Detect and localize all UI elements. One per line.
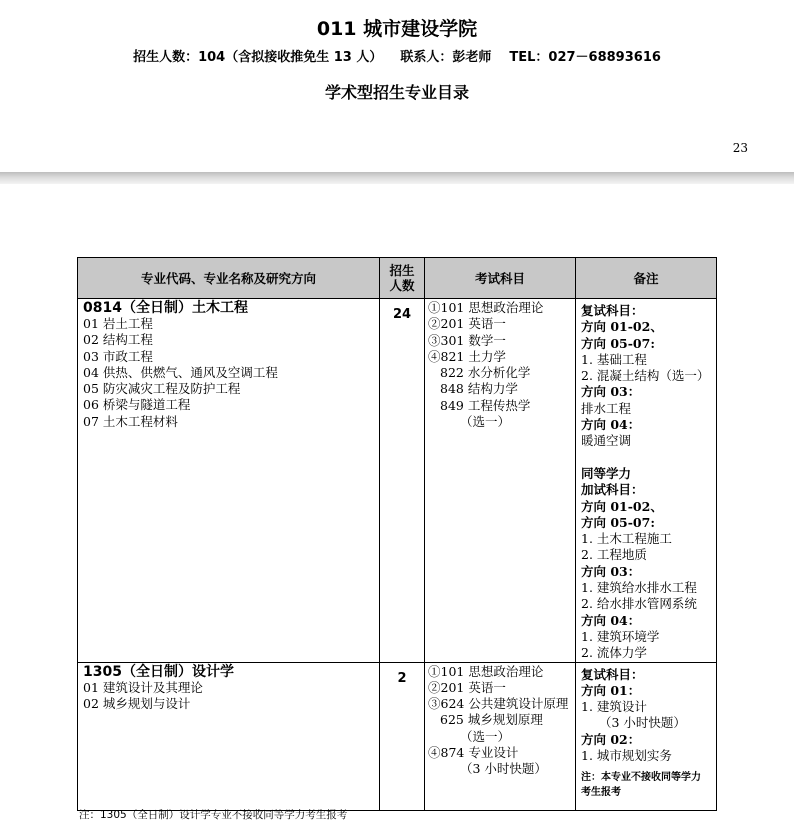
table-row: [78, 662, 717, 810]
exam-item: ③301 数学一: [428, 332, 506, 348]
direction-item: 02 城乡规划与设计: [83, 695, 191, 711]
footnote: 注：1305（全日制）设计学专业不接收同等学力考生报考: [79, 809, 348, 821]
header-exams: 考试科目: [425, 258, 576, 299]
direction-item: 03 市政工程: [83, 348, 153, 364]
note-item: 1. 建筑给水排水工程: [581, 580, 697, 596]
enrollment-count: 24: [380, 299, 425, 663]
header-notes: 备注: [576, 258, 717, 299]
notes-cell: [576, 662, 717, 810]
exam-item: 625 城乡规划原理: [440, 712, 543, 728]
catalog-subtitle: 学术型招生专业目录: [324, 83, 469, 102]
note-item: 1. 土木工程施工: [581, 531, 672, 547]
exam-item: 848 结构力学: [440, 381, 518, 397]
program-name: 1305（全日制）设计学: [83, 663, 234, 680]
program-cell: [78, 299, 380, 663]
note-item: 方向 03：: [581, 563, 641, 579]
tel-info: TEL：027－68893616: [509, 50, 661, 65]
note-item: 方向 01-02、: [581, 498, 663, 514]
note-item: 方向 01：: [581, 682, 641, 698]
exam-item: （选一）: [460, 728, 511, 744]
note-item: 排水工程: [581, 400, 632, 416]
page-header-area: [0, 0, 794, 176]
notes-cell: [576, 299, 717, 663]
note-item: 同等学力: [581, 465, 632, 481]
exam-item: ②201 英语一: [428, 316, 506, 332]
note-small: 注：本专业不接收同等学力: [581, 772, 701, 784]
note-item: 加试科目：: [581, 482, 644, 498]
note-item: 2. 工程地质: [581, 547, 647, 563]
exam-cell: [425, 662, 576, 810]
enrollment-info: 招生人数：104（含拟接收推免生 13 人）: [133, 50, 383, 65]
direction-item: 01 建筑设计及其理论: [83, 679, 203, 695]
exam-item: ②201 英语一: [428, 679, 506, 695]
note-small: 考生报考: [581, 787, 621, 799]
table-row: [78, 299, 717, 663]
exam-item: 822 水分析化学: [440, 365, 531, 381]
note-item: 1. 城市规划实务: [581, 748, 672, 764]
exam-item: ④874 专业设计: [428, 745, 519, 761]
table-header-row: [78, 258, 717, 299]
direction-item: 01 岩土工程: [83, 316, 153, 331]
exam-item: 849 工程传热学: [440, 397, 531, 413]
note-item: 方向 04：: [581, 612, 641, 628]
note-item: 2. 混凝土结构（选一）: [581, 368, 710, 384]
note-item: 方向 02：: [581, 731, 641, 747]
note-item: 2. 流体力学: [581, 645, 647, 661]
exam-item: （3 小时快题）: [460, 761, 547, 777]
header-count: 招生 人数: [380, 258, 425, 299]
college-title: 011 城市建设学院: [316, 18, 478, 40]
exam-item: ④821 土力学: [428, 348, 506, 364]
direction-item: 05 防灾减灾工程及防护工程: [83, 381, 241, 397]
note-spacer: [581, 450, 716, 466]
contact-info: 联系人：彭老师: [400, 50, 492, 65]
page-number: 23: [732, 141, 748, 155]
exam-item: ③624 公共建筑设计原理: [428, 696, 569, 712]
note-item: 1. 基础工程: [581, 351, 647, 367]
exam-item: ①101 思想政治理论: [428, 300, 544, 315]
page-break-divider: [0, 172, 794, 184]
note-item: 方向 05-07:: [581, 335, 655, 351]
note-item: 复试科目：: [581, 303, 644, 318]
program-catalog-table: [77, 257, 717, 811]
header-program: 专业代码、专业名称及研究方向: [78, 258, 380, 299]
note-item: 暖通空调: [581, 433, 632, 449]
direction-item: 07 土木工程材料: [83, 413, 178, 429]
direction-item: 02 结构工程: [83, 332, 153, 348]
exam-item: （选一）: [460, 414, 511, 430]
note-item: 1. 建筑设计: [581, 699, 647, 715]
note-item: 1. 建筑环境学: [581, 628, 660, 644]
header-meta: [0, 46, 794, 65]
direction-item: 04 供热、供燃气、通风及空调工程: [83, 364, 278, 380]
enrollment-count: 2: [380, 662, 425, 810]
note-item: 2. 给水排水管网系统: [581, 596, 697, 612]
note-item: 复试科目：: [581, 666, 644, 682]
note-item: 方向 04：: [581, 417, 641, 433]
exam-item: ①101 思想政治理论: [428, 663, 544, 679]
exam-cell: [425, 299, 576, 663]
note-item: 方向 01-02、: [581, 319, 663, 335]
note-item: 方向 03：: [581, 384, 641, 400]
program-cell: [78, 662, 380, 810]
program-name: 0814（全日制）土木工程: [83, 300, 248, 316]
note-item: 方向 05-07:: [581, 514, 655, 530]
direction-item: 06 桥梁与隧道工程: [83, 397, 191, 413]
note-item: （3 小时快题）: [599, 715, 686, 731]
